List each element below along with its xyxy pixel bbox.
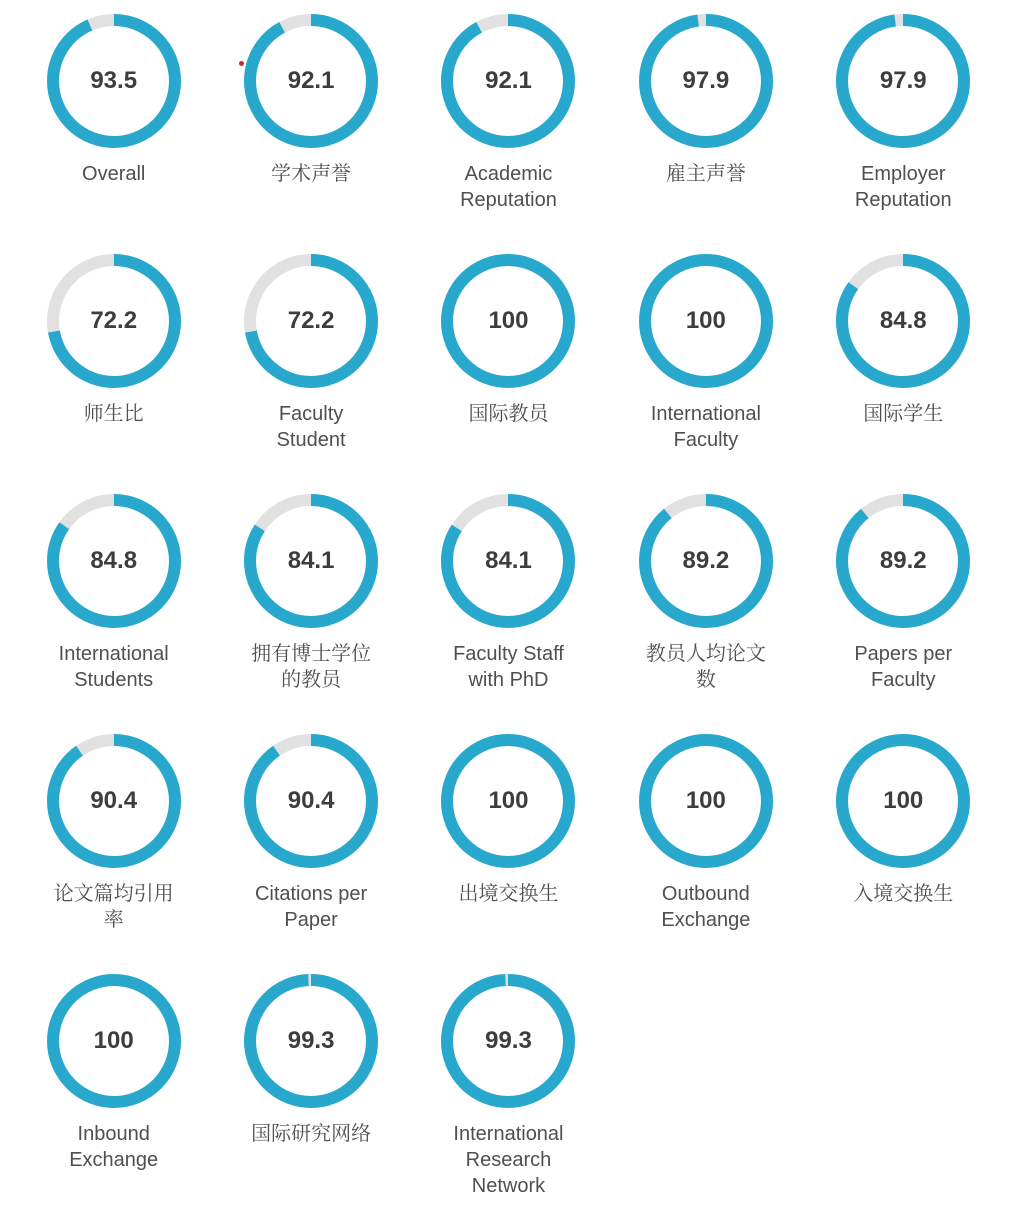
metric-value: 84.8 xyxy=(879,307,927,334)
metric-value: 100 xyxy=(93,1027,134,1054)
metric-label: International Faculty xyxy=(650,403,761,451)
metric-label: 国际学生 xyxy=(863,403,944,425)
metric-card xyxy=(15,0,212,240)
metric-card xyxy=(805,0,1002,240)
metric-card xyxy=(212,720,409,960)
donut-chart xyxy=(836,14,970,148)
donut-chart xyxy=(639,14,773,148)
metric-value: 100 xyxy=(488,307,529,334)
metric-card xyxy=(805,480,1002,720)
metric-label: Faculty Student xyxy=(276,403,346,451)
metric-label: 国际研究网络 xyxy=(251,1123,372,1145)
metric-label: 论文篇均引用率 xyxy=(53,883,174,931)
metric-card xyxy=(410,720,607,960)
metric-label: 拥有博士学位的教员 xyxy=(251,643,372,691)
metric-card xyxy=(607,480,804,720)
metric-label: 雇主声誉 xyxy=(665,163,746,185)
metric-label: 入境交换生 xyxy=(853,883,954,905)
metric-card xyxy=(15,480,212,720)
metric-label: 师生比 xyxy=(83,403,144,425)
metric-value: 84.8 xyxy=(90,547,138,574)
red-dot-marker xyxy=(239,61,244,66)
donut-chart xyxy=(244,974,378,1108)
metric-value: 97.9 xyxy=(682,67,730,94)
donut-chart xyxy=(836,494,970,628)
metric-card xyxy=(212,0,409,240)
metric-value: 100 xyxy=(685,787,726,814)
metric-value: 72.2 xyxy=(90,307,138,334)
donut-chart xyxy=(441,494,575,628)
metric-value: 97.9 xyxy=(879,67,927,94)
metric-value: 100 xyxy=(883,787,924,814)
metric-label: 教员人均论文数 xyxy=(645,643,766,691)
metric-value: 92.1 xyxy=(485,67,532,94)
metric-card xyxy=(212,960,409,1200)
metric-card xyxy=(607,720,804,960)
metric-card xyxy=(410,240,607,480)
metric-label: Inbound Exchange xyxy=(69,1123,159,1171)
metric-value: 100 xyxy=(685,307,726,334)
donut-chart xyxy=(639,254,773,388)
metric-value: 93.5 xyxy=(90,67,138,94)
metric-value: 84.1 xyxy=(485,547,532,574)
donut-chart xyxy=(47,734,181,868)
metric-label: International Students xyxy=(58,643,169,691)
metric-card xyxy=(607,0,804,240)
metric-label: Outbound Exchange xyxy=(661,883,751,931)
donut-chart xyxy=(836,254,970,388)
metric-label: International Research Network xyxy=(453,1123,564,1197)
donut-chart xyxy=(47,254,181,388)
donut-chart xyxy=(639,734,773,868)
donut-chart xyxy=(441,14,575,148)
metric-card xyxy=(607,240,804,480)
donut-chart xyxy=(441,974,575,1108)
metric-card xyxy=(410,0,607,240)
metric-label: 学术声誉 xyxy=(271,163,352,185)
metric-value: 72.2 xyxy=(287,307,335,334)
metric-value: 89.2 xyxy=(879,547,927,574)
metric-card xyxy=(212,480,409,720)
donut-chart xyxy=(639,494,773,628)
metric-card xyxy=(15,720,212,960)
metric-label: Papers per Faculty xyxy=(854,643,953,691)
donut-chart xyxy=(244,254,378,388)
metric-value: 99.3 xyxy=(287,1027,335,1054)
metric-label: Employer Reputation xyxy=(854,163,952,211)
metric-label: Faculty Staff with PhD xyxy=(453,643,564,691)
donut-chart xyxy=(441,254,575,388)
donut-chart xyxy=(244,734,378,868)
donut-chart xyxy=(836,734,970,868)
metric-card xyxy=(805,720,1002,960)
metric-card xyxy=(15,960,212,1200)
metric-card xyxy=(410,960,607,1200)
metric-value: 90.4 xyxy=(90,787,138,814)
donut-chart xyxy=(441,734,575,868)
metric-value: 90.4 xyxy=(287,787,335,814)
metric-card xyxy=(410,480,607,720)
metric-label: Academic Reputation xyxy=(460,163,557,211)
metric-card xyxy=(212,240,409,480)
metric-value: 100 xyxy=(488,787,529,814)
metric-value: 84.1 xyxy=(287,547,335,574)
metric-value: 92.1 xyxy=(287,67,335,94)
donut-chart xyxy=(47,14,181,148)
metric-card xyxy=(15,240,212,480)
metric-value: 99.3 xyxy=(485,1027,532,1054)
metric-label: 国际教员 xyxy=(468,403,549,425)
donut-chart xyxy=(47,494,181,628)
metric-value: 89.2 xyxy=(682,547,730,574)
donut-chart xyxy=(47,974,181,1108)
metric-card xyxy=(805,240,1002,480)
metric-label: 出境交换生 xyxy=(458,883,559,905)
donut-chart xyxy=(244,14,378,148)
metric-label: Citations per Paper xyxy=(254,883,368,931)
metric-label: Overall xyxy=(82,163,146,185)
donut-chart xyxy=(244,494,378,628)
